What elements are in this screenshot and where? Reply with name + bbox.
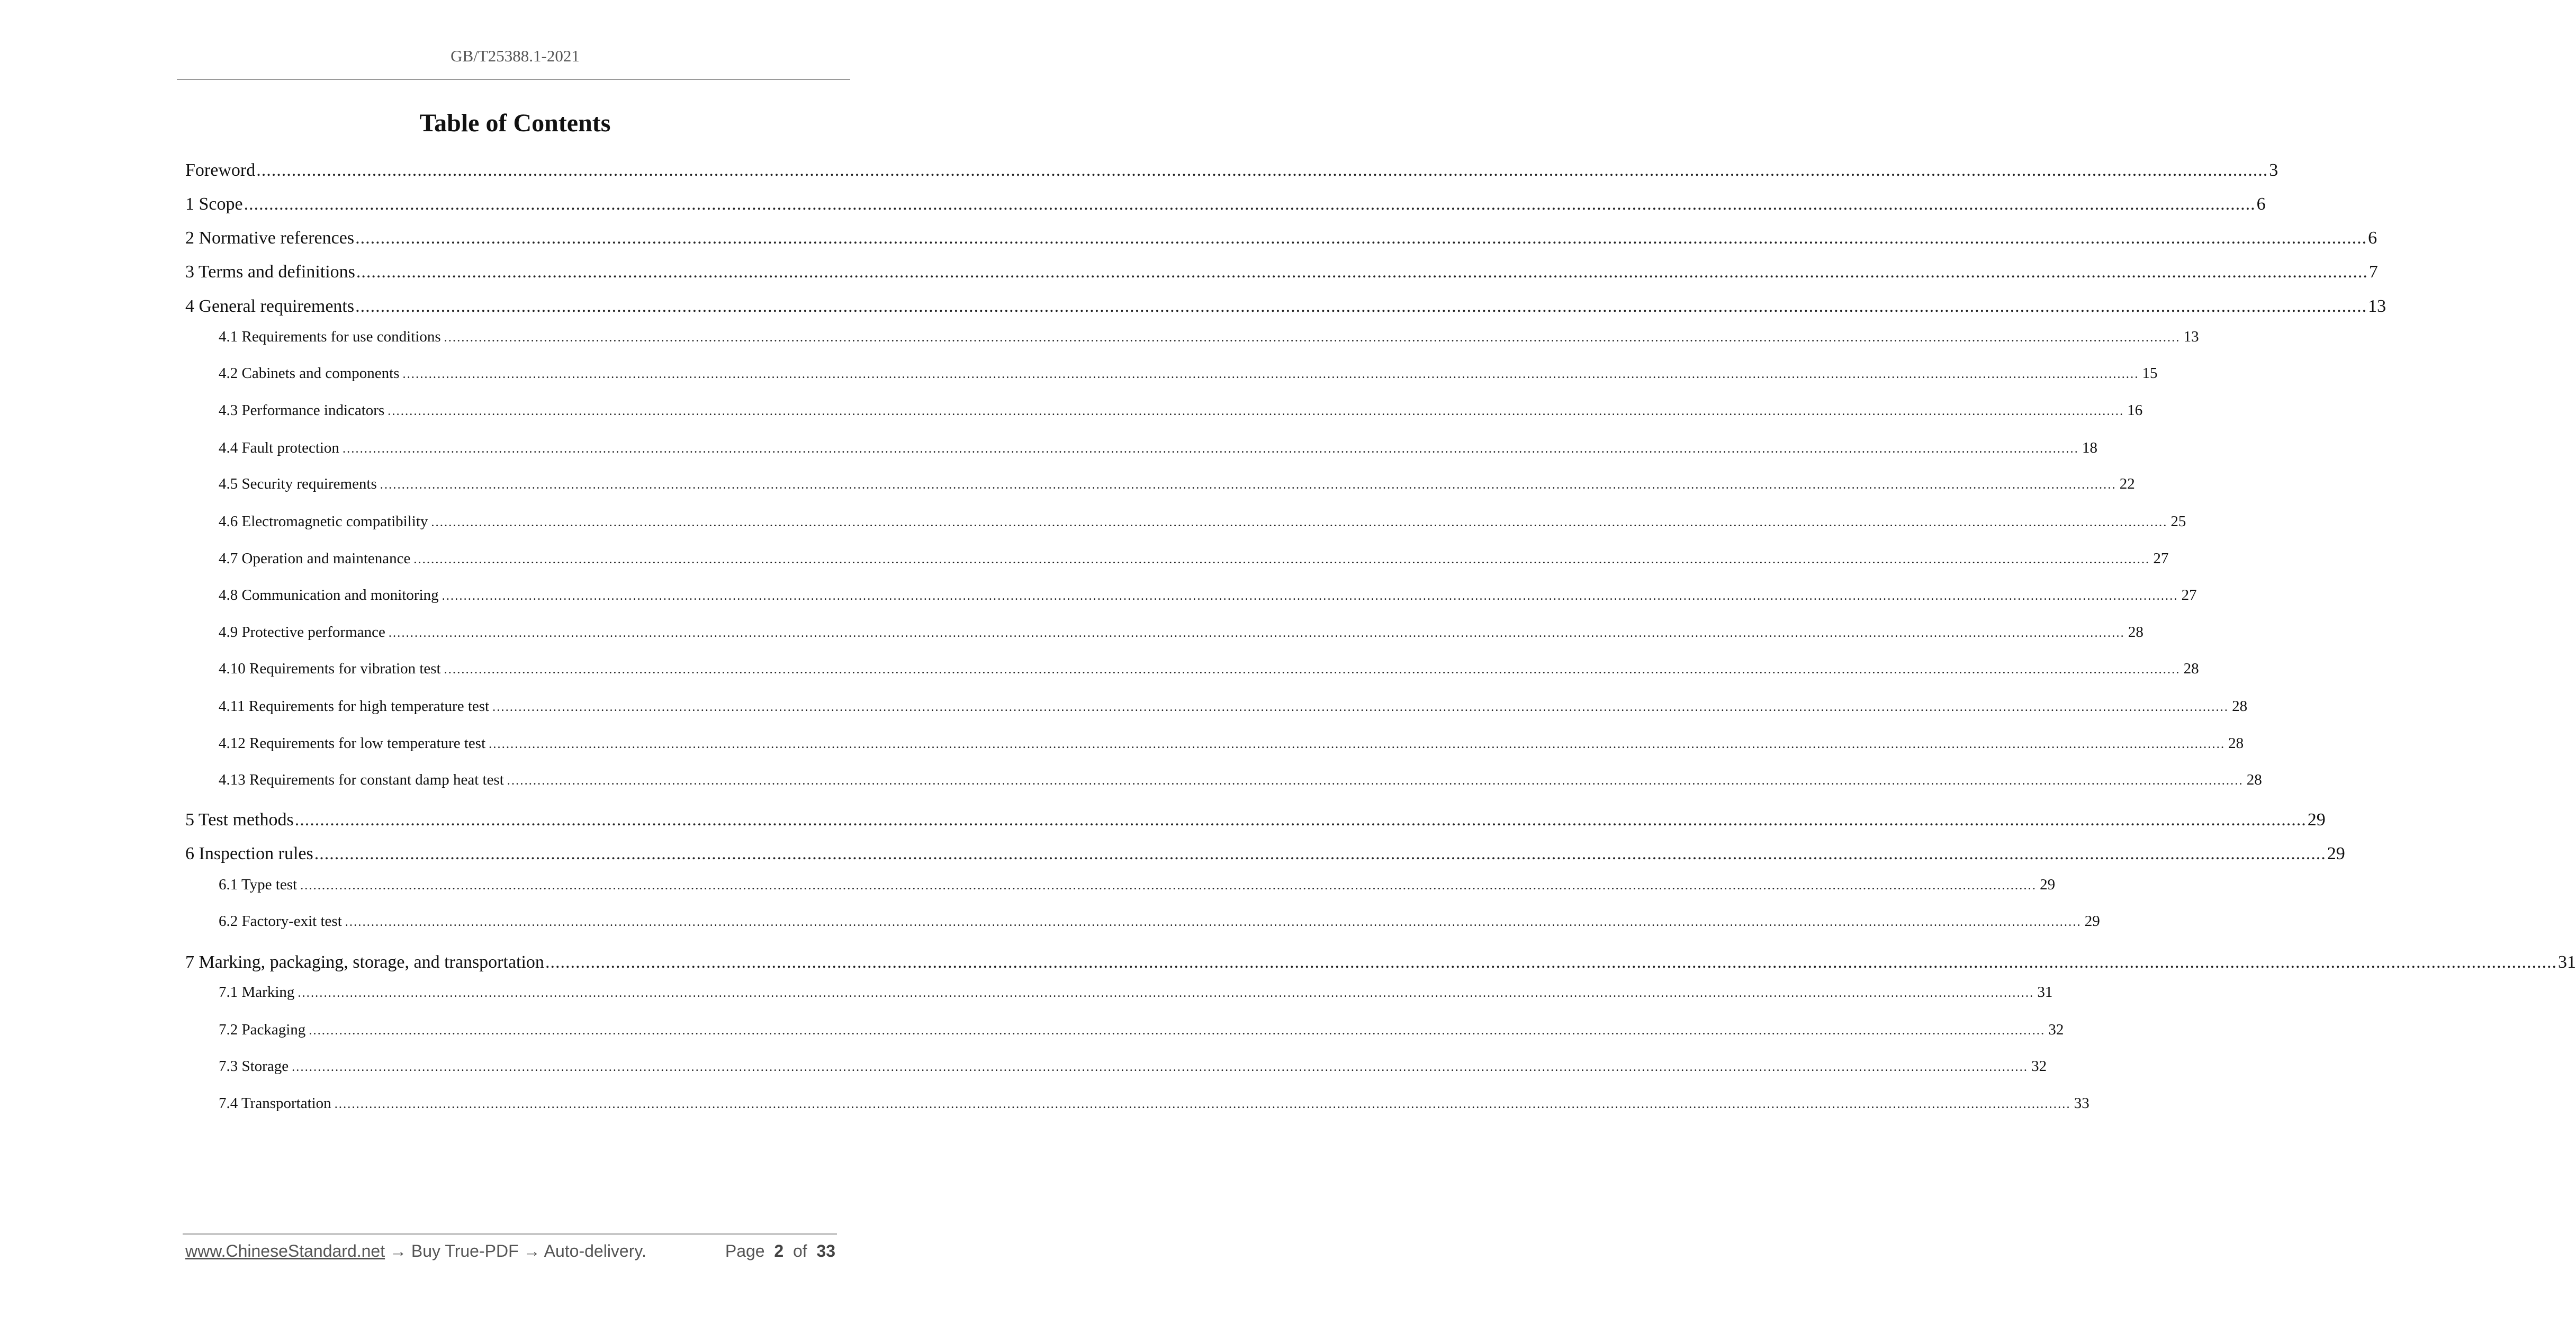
toc-entry-label: 4.5 Security requirements	[219, 475, 377, 492]
toc-entry-label: Foreword	[185, 160, 256, 180]
toc-entry-label: 4.4 Fault protection	[219, 439, 339, 456]
toc-entry-page: 13	[2368, 296, 2386, 316]
toc-entry-label: 6.1 Type test	[219, 876, 298, 893]
toc-entry-label: 4.6 Electromagnetic compatibility	[219, 513, 428, 530]
toc-entry-page: 28	[2228, 735, 2244, 752]
toc-entry[interactable]	[219, 1021, 2064, 1039]
dot-leader: ................................................................................................................................................................................................................................................................................................................................................................................................................	[356, 262, 2368, 282]
dot-leader: ................................................................................................................................................................................................................................................................................................................................................................................................................	[244, 194, 2256, 214]
dot-leader: ................................................................................................................................................................................................................................................................................................................................................................................................................	[431, 516, 2168, 529]
toc-entry-page: 28	[2246, 771, 2262, 788]
dot-leader: ................................................................................................................................................................................................................................................................................................................................................................................................................	[342, 442, 2079, 456]
toc-entry-label: 6.2 Factory-exit test	[219, 913, 342, 930]
dot-leader: ................................................................................................................................................................................................................................................................................................................................................................................................................	[294, 810, 2307, 830]
toc-entry-page: 22	[2119, 475, 2135, 492]
toc-entry-label: 2 Normative references	[185, 228, 355, 248]
toc-entry-page: 33	[2074, 1095, 2089, 1112]
dot-leader: ................................................................................................................................................................................................................................................................................................................................................................................................................	[380, 478, 2116, 492]
toc-entry-page: 31	[2557, 952, 2576, 972]
dot-leader: ................................................................................................................................................................................................................................................................................................................................................................................................................	[388, 626, 2125, 640]
dot-leader: ................................................................................................................................................................................................................................................................................................................................................................................................................	[492, 700, 2229, 714]
toc-entry-label: 4.7 Operation and maintenance	[219, 550, 411, 567]
footer-promo	[185, 1241, 646, 1261]
dot-leader: ................................................................................................................................................................................................................................................................................................................................................................................................................	[402, 367, 2139, 381]
toc-entry-page: 28	[2128, 624, 2143, 641]
toc-entry-page: 27	[2181, 587, 2197, 604]
dot-leader: ................................................................................................................................................................................................................................................................................................................................................................................................................	[355, 228, 2367, 248]
toc-entry[interactable]	[219, 698, 2248, 715]
toc-entry-label: 5 Test methods	[185, 810, 294, 830]
toc-entry-page: 15	[2142, 365, 2158, 382]
toc-entry-label: 6 Inspection rules	[185, 844, 313, 863]
toc-entry[interactable]	[219, 1095, 2089, 1112]
toc-entry-label: 4 General requirements	[185, 296, 355, 316]
toc-entry[interactable]	[219, 984, 2053, 1001]
toc-entry[interactable]	[185, 228, 2377, 248]
toc-entry[interactable]	[219, 660, 2199, 678]
toc-entry[interactable]	[219, 1058, 2047, 1075]
toc-entry-page: 31	[2037, 984, 2053, 1001]
promo-text: → Buy True-PDF → Auto-delivery.	[385, 1241, 646, 1260]
toc-entry[interactable]	[185, 810, 2326, 830]
toc-entry[interactable]	[219, 624, 2143, 641]
toc-entry-page: 32	[2031, 1058, 2047, 1075]
toc-entry-label: 7.4 Transportation	[219, 1095, 331, 1112]
toc-entry[interactable]	[219, 475, 2135, 493]
toc-entry[interactable]	[219, 876, 2056, 894]
document-id-header: GB/T25388.1-2021	[451, 47, 580, 65]
dot-leader: ................................................................................................................................................................................................................................................................................................................................................................................................................	[388, 404, 2124, 418]
toc-entry-page: 16	[2127, 402, 2143, 419]
toc-entry-page: 18	[2082, 439, 2097, 456]
dot-leader: ................................................................................................................................................................................................................................................................................................................................................................................................................	[489, 737, 2226, 751]
toc-entry-page: 7	[2368, 262, 2378, 282]
dot-leader: ................................................................................................................................................................................................................................................................................................................................................................................................................	[300, 879, 2037, 893]
footer	[185, 1241, 835, 1261]
toc-entry-label: 4.9 Protective performance	[219, 624, 385, 641]
dot-leader: ................................................................................................................................................................................................................................................................................................................................................................................................................	[334, 1097, 2071, 1111]
toc-entry-page: 6	[2256, 194, 2266, 214]
toc-entry-page: 29	[2327, 844, 2345, 863]
dot-leader: ................................................................................................................................................................................................................................................................................................................................................................................................................	[292, 1060, 2029, 1074]
toc-entry-page: 13	[2183, 328, 2199, 345]
toc-entry-label: 4.10 Requirements for vibration test	[219, 660, 441, 677]
toc-entry-label: 4.3 Performance indicators	[219, 402, 385, 419]
toc-entry[interactable]	[185, 262, 2378, 282]
dot-leader: ................................................................................................................................................................................................................................................................................................................................................................................................................	[444, 663, 2181, 677]
dot-leader: ................................................................................................................................................................................................................................................................................................................................................................................................................	[314, 844, 2326, 863]
toc-entry-label: 7 Marking, packaging, storage, and transportation	[185, 952, 544, 972]
toc-entry-label: 4.8 Communication and monitoring	[219, 587, 439, 604]
toc-entry-page: 32	[2048, 1021, 2064, 1038]
toc-entry-label: 7.3 Storage	[219, 1058, 289, 1075]
footer-divider	[183, 1233, 837, 1235]
toc-entry-label: 4.12 Requirements for low temperature test	[219, 735, 486, 752]
toc-entry[interactable]	[219, 735, 2244, 752]
toc-entry[interactable]	[185, 844, 2345, 864]
toc-entry-page: 28	[2232, 698, 2248, 715]
toc-entry-page: 25	[2170, 513, 2186, 530]
current-page: 2	[774, 1241, 784, 1260]
dot-leader: ................................................................................................................................................................................................................................................................................................................................................................................................................	[355, 296, 2367, 316]
dot-leader: ................................................................................................................................................................................................................................................................................................................................................................................................................	[507, 774, 2244, 788]
toc-entry-label: 4.1 Requirements for use conditions	[219, 328, 441, 345]
toc-entry-label: 7.1 Marking	[219, 984, 295, 1001]
toc-entry[interactable]	[219, 513, 2186, 530]
toc-entry[interactable]	[219, 587, 2197, 604]
toc-entry-label: 3 Terms and definitions	[185, 262, 355, 282]
toc-entry-page: 29	[2307, 810, 2326, 830]
toc-entry-page: 6	[2368, 228, 2377, 248]
toc-entry-page: 29	[2040, 876, 2056, 893]
toc-entry-page: 28	[2183, 660, 2199, 677]
toc-entry-label: 4.11 Requirements for high temperature test	[219, 698, 490, 715]
toc-entry-label: 1 Scope	[185, 194, 243, 214]
toc-entry-page: 27	[2153, 550, 2169, 567]
toc-entry-label: 4.2 Cabinets and components	[219, 365, 400, 382]
toc-entry-page: 3	[2269, 160, 2278, 180]
toc-entry[interactable]	[219, 328, 2199, 346]
dot-leader: ................................................................................................................................................................................................................................................................................................................................................................................................................	[545, 952, 2557, 972]
dot-leader: ................................................................................................................................................................................................................................................................................................................................................................................................................	[309, 1024, 2046, 1038]
toc-entry-label: 4.13 Requirements for constant damp heat test	[219, 771, 504, 788]
toc-entry[interactable]	[185, 160, 2278, 181]
toc-entry[interactable]	[219, 550, 2169, 568]
toc-entry-label: 7.2 Packaging	[219, 1021, 306, 1038]
total-pages: 33	[816, 1241, 835, 1260]
page-indicator: Page 2 of 33	[725, 1241, 835, 1260]
header-divider	[177, 79, 850, 80]
toc-entry-page: 29	[2084, 913, 2100, 930]
toc-entry[interactable]	[219, 771, 2262, 789]
toc-entry[interactable]	[185, 296, 2386, 317]
toc-entry[interactable]	[219, 439, 2097, 457]
dot-leader: ................................................................................................................................................................................................................................................................................................................................................................................................................	[256, 160, 2268, 180]
dot-leader: ................................................................................................................................................................................................................................................................................................................................................................................................................	[345, 915, 2082, 929]
toc-entry[interactable]	[219, 913, 2100, 930]
toc-entry[interactable]	[185, 194, 2266, 214]
toc-entry[interactable]	[219, 402, 2143, 419]
toc-entry[interactable]	[219, 365, 2158, 382]
page-title: Table of Contents	[419, 109, 611, 137]
dot-leader: ................................................................................................................................................................................................................................................................................................................................................................................................................	[442, 589, 2178, 603]
dot-leader: ................................................................................................................................................................................................................................................................................................................................................................................................................	[298, 986, 2034, 1000]
toc-entry[interactable]	[185, 952, 2576, 972]
website-link[interactable]: www.ChineseStandard.net	[185, 1241, 385, 1260]
dot-leader: ................................................................................................................................................................................................................................................................................................................................................................................................................	[444, 331, 2181, 345]
dot-leader: ................................................................................................................................................................................................................................................................................................................................................................................................................	[413, 553, 2150, 566]
